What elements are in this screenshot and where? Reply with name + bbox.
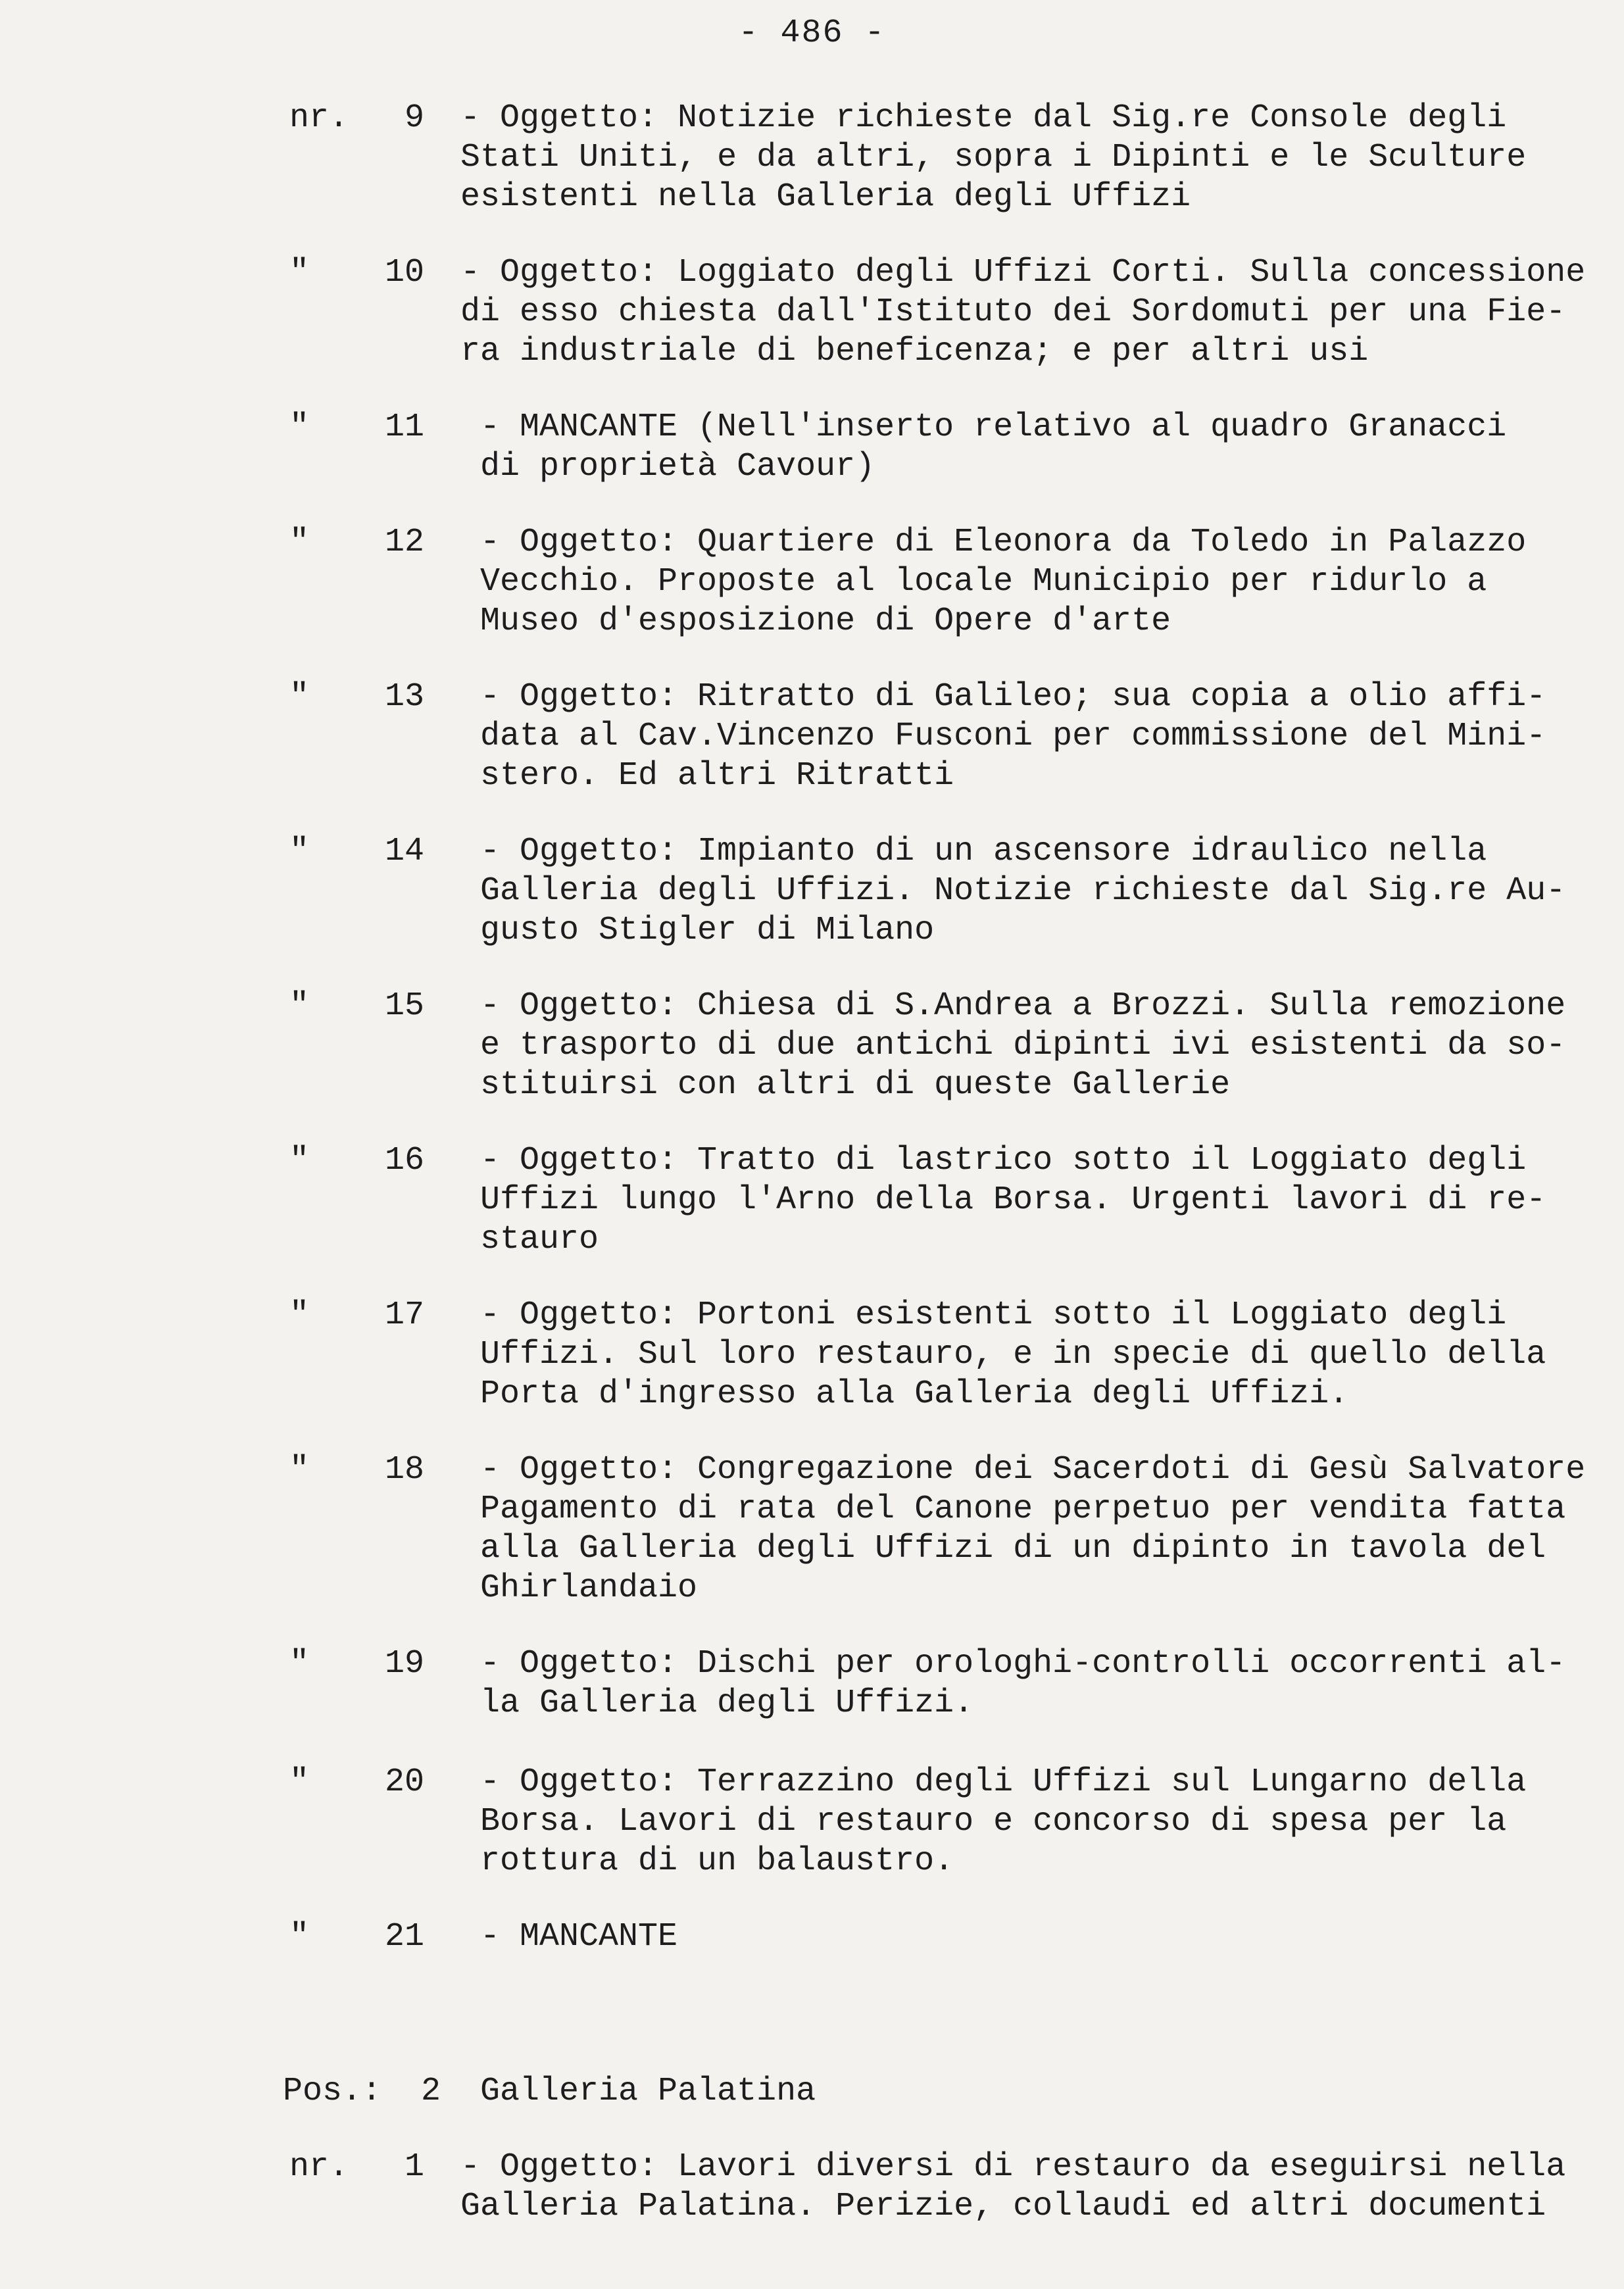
- entry-line: - Oggetto: Dischi per orologhi-controlli occorrenti al-: [480, 1645, 1566, 1683]
- entry-description: [480, 1450, 1612, 1608]
- entry-line: Uffizi lungo l'Arno della Borsa. Urgenti lavori di re-: [480, 1181, 1546, 1219]
- entry-number: 21: [384, 1918, 424, 1956]
- entry-number: 20: [384, 1763, 424, 1801]
- entry-line: Uffizi. Sul loro restauro, e in specie di quello della: [480, 1336, 1546, 1373]
- entry-line: Pagamento di rata del Canone perpetuo per vendita fatta: [480, 1490, 1566, 1528]
- entry-line: - Oggetto: Notizie richieste dal Sig.re Console degli: [460, 99, 1507, 137]
- entry-line: - Oggetto: Ritratto di Galileo; sua copia a olio affi-: [480, 678, 1546, 716]
- entry-line: la Galleria degli Uffizi.: [480, 1685, 974, 1722]
- entry-number: 13: [384, 678, 424, 716]
- entry-line: - Oggetto: Chiesa di S.Andrea a Brozzi. Sulla remozione: [480, 987, 1566, 1025]
- entry-description: [460, 99, 1592, 217]
- entry-line: Museo d'esposizione di Opere d'arte: [480, 603, 1171, 640]
- entry-line: Galleria Palatina. Perizie, collaudi ed altri documenti: [460, 2188, 1546, 2225]
- entry-prefix: ": [289, 408, 310, 446]
- entry-line: Vecchio. Proposte al locale Municipio per ridurlo a: [480, 563, 1487, 601]
- entry-description: [480, 1644, 1612, 1723]
- entry-description: [480, 1917, 1612, 1957]
- entry-line: Galleria degli Uffizi. Notizie richieste dal Sig.re Au-: [480, 872, 1566, 910]
- entry-line: stauro: [480, 1221, 599, 1258]
- entry-line: stituirsi con altri di queste Gallerie: [480, 1066, 1231, 1104]
- entry-number: 11: [384, 408, 424, 446]
- entry-prefix: ": [289, 1296, 310, 1334]
- entry-line: - Oggetto: Portoni esistenti sotto il Loggiato degli: [480, 1296, 1507, 1334]
- entry-line: stero. Ed altri Ritratti: [480, 757, 954, 795]
- entry-line: - MANCANTE: [480, 1918, 678, 1956]
- entry-number: 14: [384, 833, 424, 870]
- entry-line: Ghirlandaio: [480, 1569, 698, 1607]
- entry-prefix: ": [289, 1142, 310, 1179]
- entry-number: 16: [384, 1142, 424, 1179]
- entry-prefix: ": [289, 833, 310, 870]
- position-label: Pos.:: [283, 2073, 382, 2110]
- entry-line: rottura di un balaustro.: [480, 1842, 954, 1880]
- entry-line: esistenti nella Galleria degli Uffizi: [460, 178, 1191, 216]
- entry-line: - Oggetto: Tratto di lastrico sotto il Loggiato degli: [480, 1142, 1527, 1179]
- entry-prefix: ": [289, 524, 310, 561]
- position-number: 2: [420, 2073, 441, 2110]
- entry-number: 19: [384, 1645, 424, 1683]
- entry-line: data al Cav.Vincenzo Fusconi per commissione del Mini-: [480, 718, 1546, 755]
- entry-description: [460, 253, 1592, 372]
- entry-number: 9: [404, 99, 424, 137]
- entry-line: - Oggetto: Congregazione dei Sacerdoti di Gesù Salvatore: [480, 1451, 1586, 1489]
- entry-line: e trasporto di due antichi dipinti ivi esistenti da so-: [480, 1027, 1566, 1064]
- entry-number: 18: [384, 1451, 424, 1489]
- position-title: [480, 2072, 1612, 2111]
- entry-prefix: ": [289, 1918, 310, 1956]
- entry-description: [480, 1296, 1612, 1414]
- entry-number: 17: [384, 1296, 424, 1334]
- entry-description: [480, 1763, 1612, 1881]
- entry-line: gusto Stigler di Milano: [480, 912, 935, 949]
- entry-line: - MANCANTE (Nell'inserto relativo al quadro Granacci: [480, 408, 1507, 446]
- entry-description: [480, 677, 1612, 796]
- entry-line: Borsa. Lavori di restauro e concorso di spesa per la: [480, 1803, 1507, 1840]
- entry-line: Porta d'ingresso alla Galleria degli Uffizi.: [480, 1375, 1349, 1413]
- entry-prefix: nr.: [289, 2148, 349, 2186]
- entry-description: [480, 832, 1612, 950]
- entry-prefix: nr.: [289, 99, 349, 137]
- entry-prefix: ": [289, 1645, 310, 1683]
- entry-number: 15: [384, 987, 424, 1025]
- entry-prefix: ": [289, 678, 310, 716]
- entry-line: Stati Uniti, e da altri, sopra i Dipinti e le Sculture: [460, 139, 1527, 176]
- entry-number: 1: [404, 2148, 424, 2186]
- entry-prefix: ": [289, 1763, 310, 1801]
- position-title-text: Galleria Palatina: [480, 2073, 816, 2110]
- entry-line: di esso chiesta dall'Istituto dei Sordomuti per una Fie-: [460, 293, 1566, 331]
- entry-line: - Oggetto: Impianto di un ascensore idraulico nella: [480, 833, 1487, 870]
- entry-description: [480, 523, 1612, 641]
- entry-number: 12: [384, 524, 424, 561]
- entry-line: - Oggetto: Loggiato degli Uffizi Corti. Sulla concessione: [460, 254, 1586, 291]
- entry-line: di proprietà Cavour): [480, 448, 875, 485]
- entry-description: [480, 987, 1612, 1105]
- entry-description: [480, 408, 1612, 487]
- entry-line: alla Galleria degli Uffizi di un dipinto in tavola del: [480, 1530, 1546, 1567]
- entry-prefix: ": [289, 1451, 310, 1489]
- entry-description: [460, 2148, 1592, 2227]
- entry-description: [480, 1141, 1612, 1260]
- entry-line: ra industriale di beneficenza; e per altri usi: [460, 333, 1369, 370]
- entry-prefix: ": [289, 254, 310, 291]
- entry-number: 10: [384, 254, 424, 291]
- entry-line: - Oggetto: Terrazzino degli Uffizi sul Lungarno della: [480, 1763, 1527, 1801]
- entry-line: - Oggetto: Quartiere di Eleonora da Toledo in Palazzo: [480, 524, 1527, 561]
- page-number: - 486 -: [738, 14, 886, 52]
- entry-prefix: ": [289, 987, 310, 1025]
- entry-line: - Oggetto: Lavori diversi di restauro da eseguirsi nella: [460, 2148, 1566, 2186]
